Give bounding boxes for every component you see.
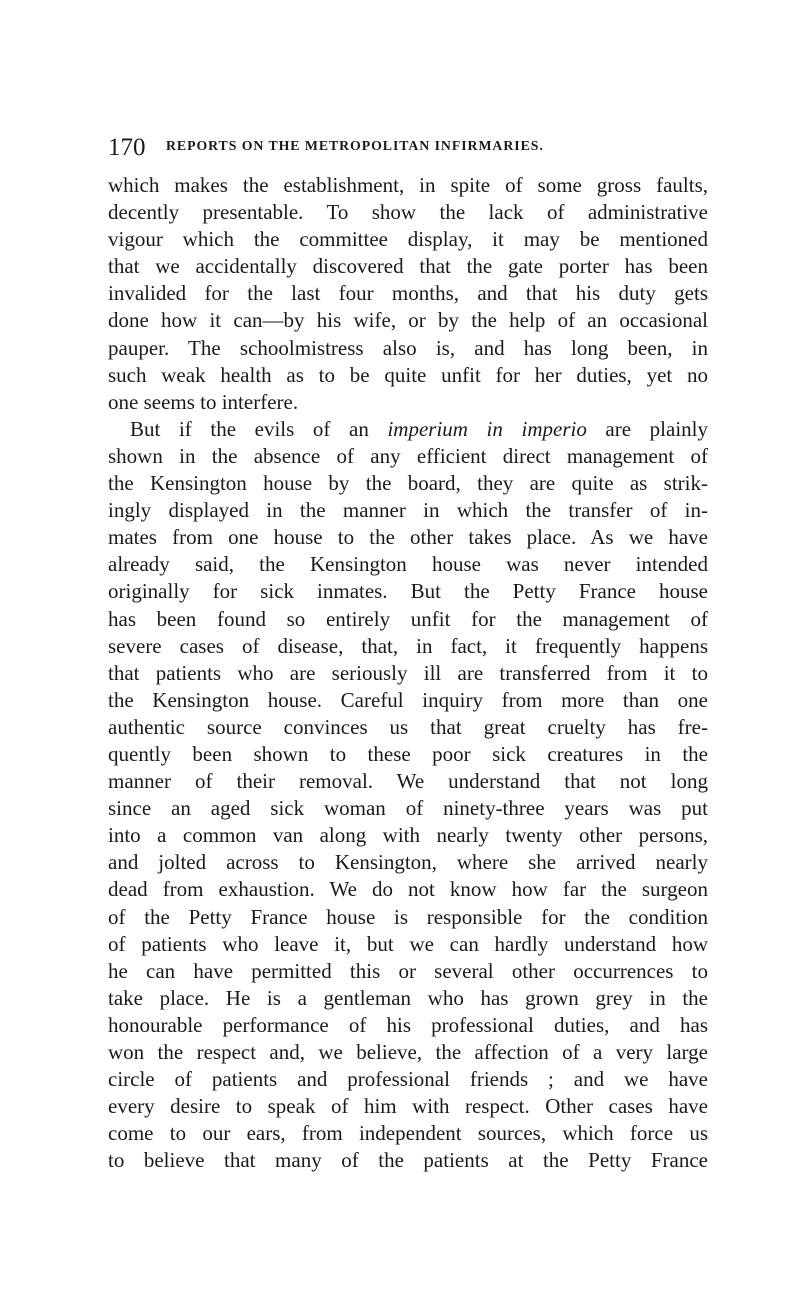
- text-line: dead from exhaustion. We do not know how far the surgeon: [108, 877, 708, 902]
- italic-phrase: imperium in imperio: [387, 416, 587, 441]
- text-line: done how it can—by his wife, or by the help of an occasional: [108, 308, 708, 333]
- page-header: [108, 133, 708, 173]
- text-line: into a common van along with nearly twenty other persons,: [108, 823, 708, 848]
- text-line: that we accidentally discovered that the gate porter has been: [108, 254, 708, 279]
- text-line: every desire to speak of him with respect. Other cases have: [108, 1094, 708, 1119]
- text-line: shown in the absence of any efficient direct management of: [108, 443, 708, 468]
- text-line: that patients who are seriously ill are transferred from it to: [108, 660, 708, 685]
- text-line: ingly displayed in the manner in which the transfer of in-: [108, 498, 708, 523]
- text-line: won the respect and, we believe, the affection of a very large: [108, 1040, 708, 1064]
- text-line: take place. He is a gentleman who has grown grey in the: [108, 985, 708, 1010]
- text-line: already said, the Kensington house was never intended: [108, 552, 708, 577]
- text-line: originally for sick inmates. But the Petty France house: [108, 579, 708, 604]
- text-line: of patients who leave it, but we can hardly understand how: [108, 931, 708, 956]
- text-line-paragraph-start: [108, 416, 708, 443]
- text-line: and jolted across to Kensington, where she arrived nearly: [108, 850, 708, 875]
- text-line: since an aged sick woman of ninety-three years was put: [108, 796, 708, 821]
- text-line: circle of patients and professional friends ; and we have: [108, 1067, 708, 1092]
- text-line: decently presentable. To show the lack of administrative: [108, 200, 708, 225]
- text-line: invalided for the last four months, and that his duty gets: [108, 281, 708, 306]
- text-line: authentic source convinces us that great cruelty has fre-: [108, 714, 708, 739]
- text-line: honourable performance of his professional duties, and has: [108, 1012, 708, 1037]
- text-line: to believe that many of the patients at the Petty France: [108, 1148, 708, 1173]
- text-run: are plainly: [586, 416, 708, 441]
- text-line: has been found so entirely unfit for the management of: [108, 606, 708, 631]
- running-title: REPORTS ON THE METROPOLITAN INFIRMARIES.: [166, 138, 544, 153]
- text-line: vigour which the committee display, it may be mentioned: [108, 227, 708, 252]
- text-line: pauper. The schoolmistress also is, and has long been, in: [108, 335, 708, 360]
- text-line: he can have permitted this or several other occurrences to: [108, 958, 708, 983]
- text-line: quently been shown to these poor sick creatures in the: [108, 741, 708, 766]
- body-text: [108, 172, 708, 1174]
- text-line: the Kensington house. Careful inquiry from more than one: [108, 687, 708, 712]
- text-line: such weak health as to be quite unfit for her duties, yet no: [108, 362, 708, 387]
- page-number: 170: [108, 134, 146, 161]
- text-line: severe cases of disease, that, in fact, it frequently happens: [108, 633, 708, 658]
- text-line: the Kensington house by the board, they are quite as strik-: [108, 471, 708, 496]
- text-line: of the Petty France house is responsible for the condition: [108, 904, 708, 929]
- text-line: which makes the establishment, in spite of some gross faults,: [108, 173, 708, 197]
- text-line: mates from one house to the other takes place. As we have: [108, 525, 708, 550]
- text-line: come to our ears, from independent sources, which force us: [108, 1121, 708, 1146]
- text-line: one seems to interfere.: [108, 389, 299, 414]
- text-run: But if the evils of an: [130, 416, 388, 441]
- text-line: manner of their removal. We understand that not long: [108, 769, 708, 794]
